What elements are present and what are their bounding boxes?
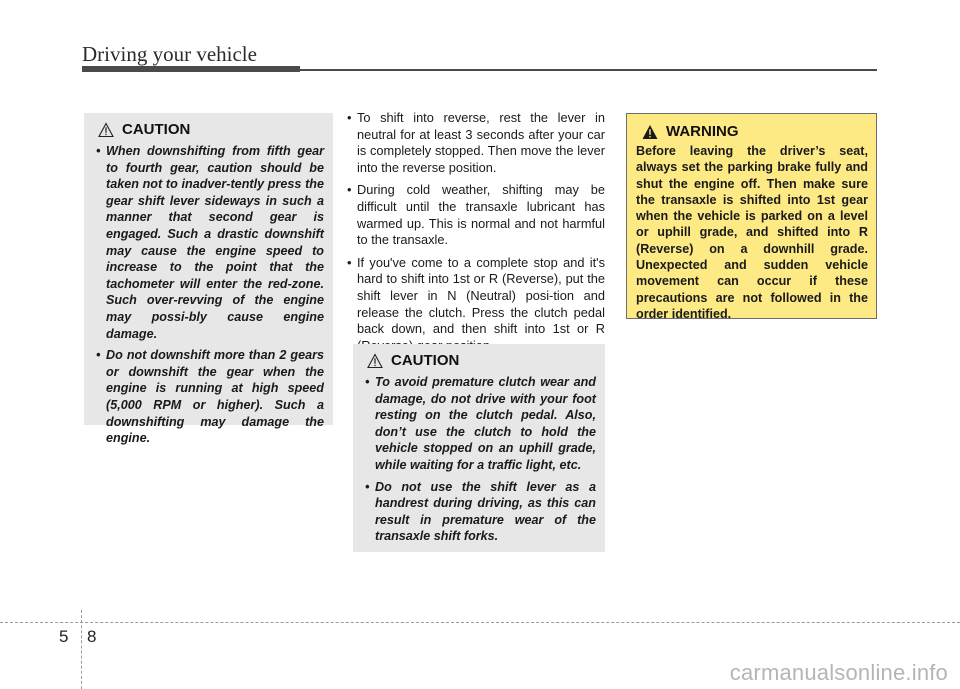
page-number: 8: [87, 627, 97, 646]
page-title: Driving your vehicle: [82, 42, 257, 66]
caution-title: CAUTION: [391, 352, 460, 369]
header-rule-thin: [300, 69, 877, 71]
warning-header: [642, 123, 868, 140]
warning-title: WARNING: [666, 123, 739, 140]
warning-text: Before leaving the driver’s seat, always set the parking brake fully and shut the engine off. Then make sure the transaxle is shifted into 1st gear when the vehicle is parked on a level or uphill grade, and shifted into R (Reverse) on a downhill grade. Unexpected and sudden vehicle movement can occur if these precautions are not followed in the order identified.: [636, 144, 868, 321]
body-list: [343, 110, 605, 354]
warning-box: [626, 113, 877, 319]
caution-box-middle: [353, 344, 605, 552]
body-list-item: • To shift into reverse, rest the lever in neutral for at least 3 seconds after your car is completely stopped. Then move the lever into the reverse position.: [347, 110, 605, 175]
body-text-column: [343, 110, 605, 360]
caution-icon: [367, 353, 383, 369]
caution-item: • Do not downshift more than 2 gears or downshift the gear when the engine is running at high speed (5,000 RPM or higher). Such a downshifting may damage the engine.: [96, 348, 324, 446]
caution-item: • When downshifting from fifth gear to fourth gear, caution should be taken not to inadver-tently press the gear shift lever sideways in such a manner that second gear is engaged. Such a drastic downshift may cause the engine speed to increase to the point that the tachometer will enter the red-zone. Such over-revving of the engine may possi-bly cause engine damage.: [96, 144, 324, 341]
caution-list-left: [92, 143, 324, 447]
caution-header: [367, 352, 596, 369]
caution-box-left: [84, 113, 333, 446]
footer-rule: [0, 622, 960, 623]
section-number: 5: [59, 627, 69, 646]
watermark-text: carmanualsonline.info: [729, 660, 948, 685]
caution-icon: [98, 122, 114, 138]
body-list-item: • If you've come to a complete stop and it's hard to shift into 1st or R (Reverse), put the shift lever in N (Neutral) posi-tion and release the clutch. Press the clutch pedal back down, and then shift into 1st or R: [347, 254, 605, 337]
footer-divider: [81, 610, 82, 689]
caution-item: • To avoid premature clutch wear and damage, do not drive with your foot resting on the clutch pedal. Also, don’t use the clutch to hold the vehicle stopped on an uphill grade, while waiting for a traffic light, etc.: [365, 375, 596, 472]
caution-header: [98, 121, 324, 138]
caution-title: CAUTION: [122, 121, 191, 138]
caution-list-middle: [361, 374, 596, 545]
warning-icon: [642, 124, 658, 140]
body-list-item: • During cold weather, shifting may be difficult until the transaxle lubricant has warmed up. This is normal and not harmful to the transaxle.: [347, 182, 605, 248]
caution-item: • Do not use the shift lever as a handrest during driving, as this can result in premature wear of the transaxle shift forks.: [365, 479, 596, 544]
header-rule-thick: [82, 66, 300, 72]
